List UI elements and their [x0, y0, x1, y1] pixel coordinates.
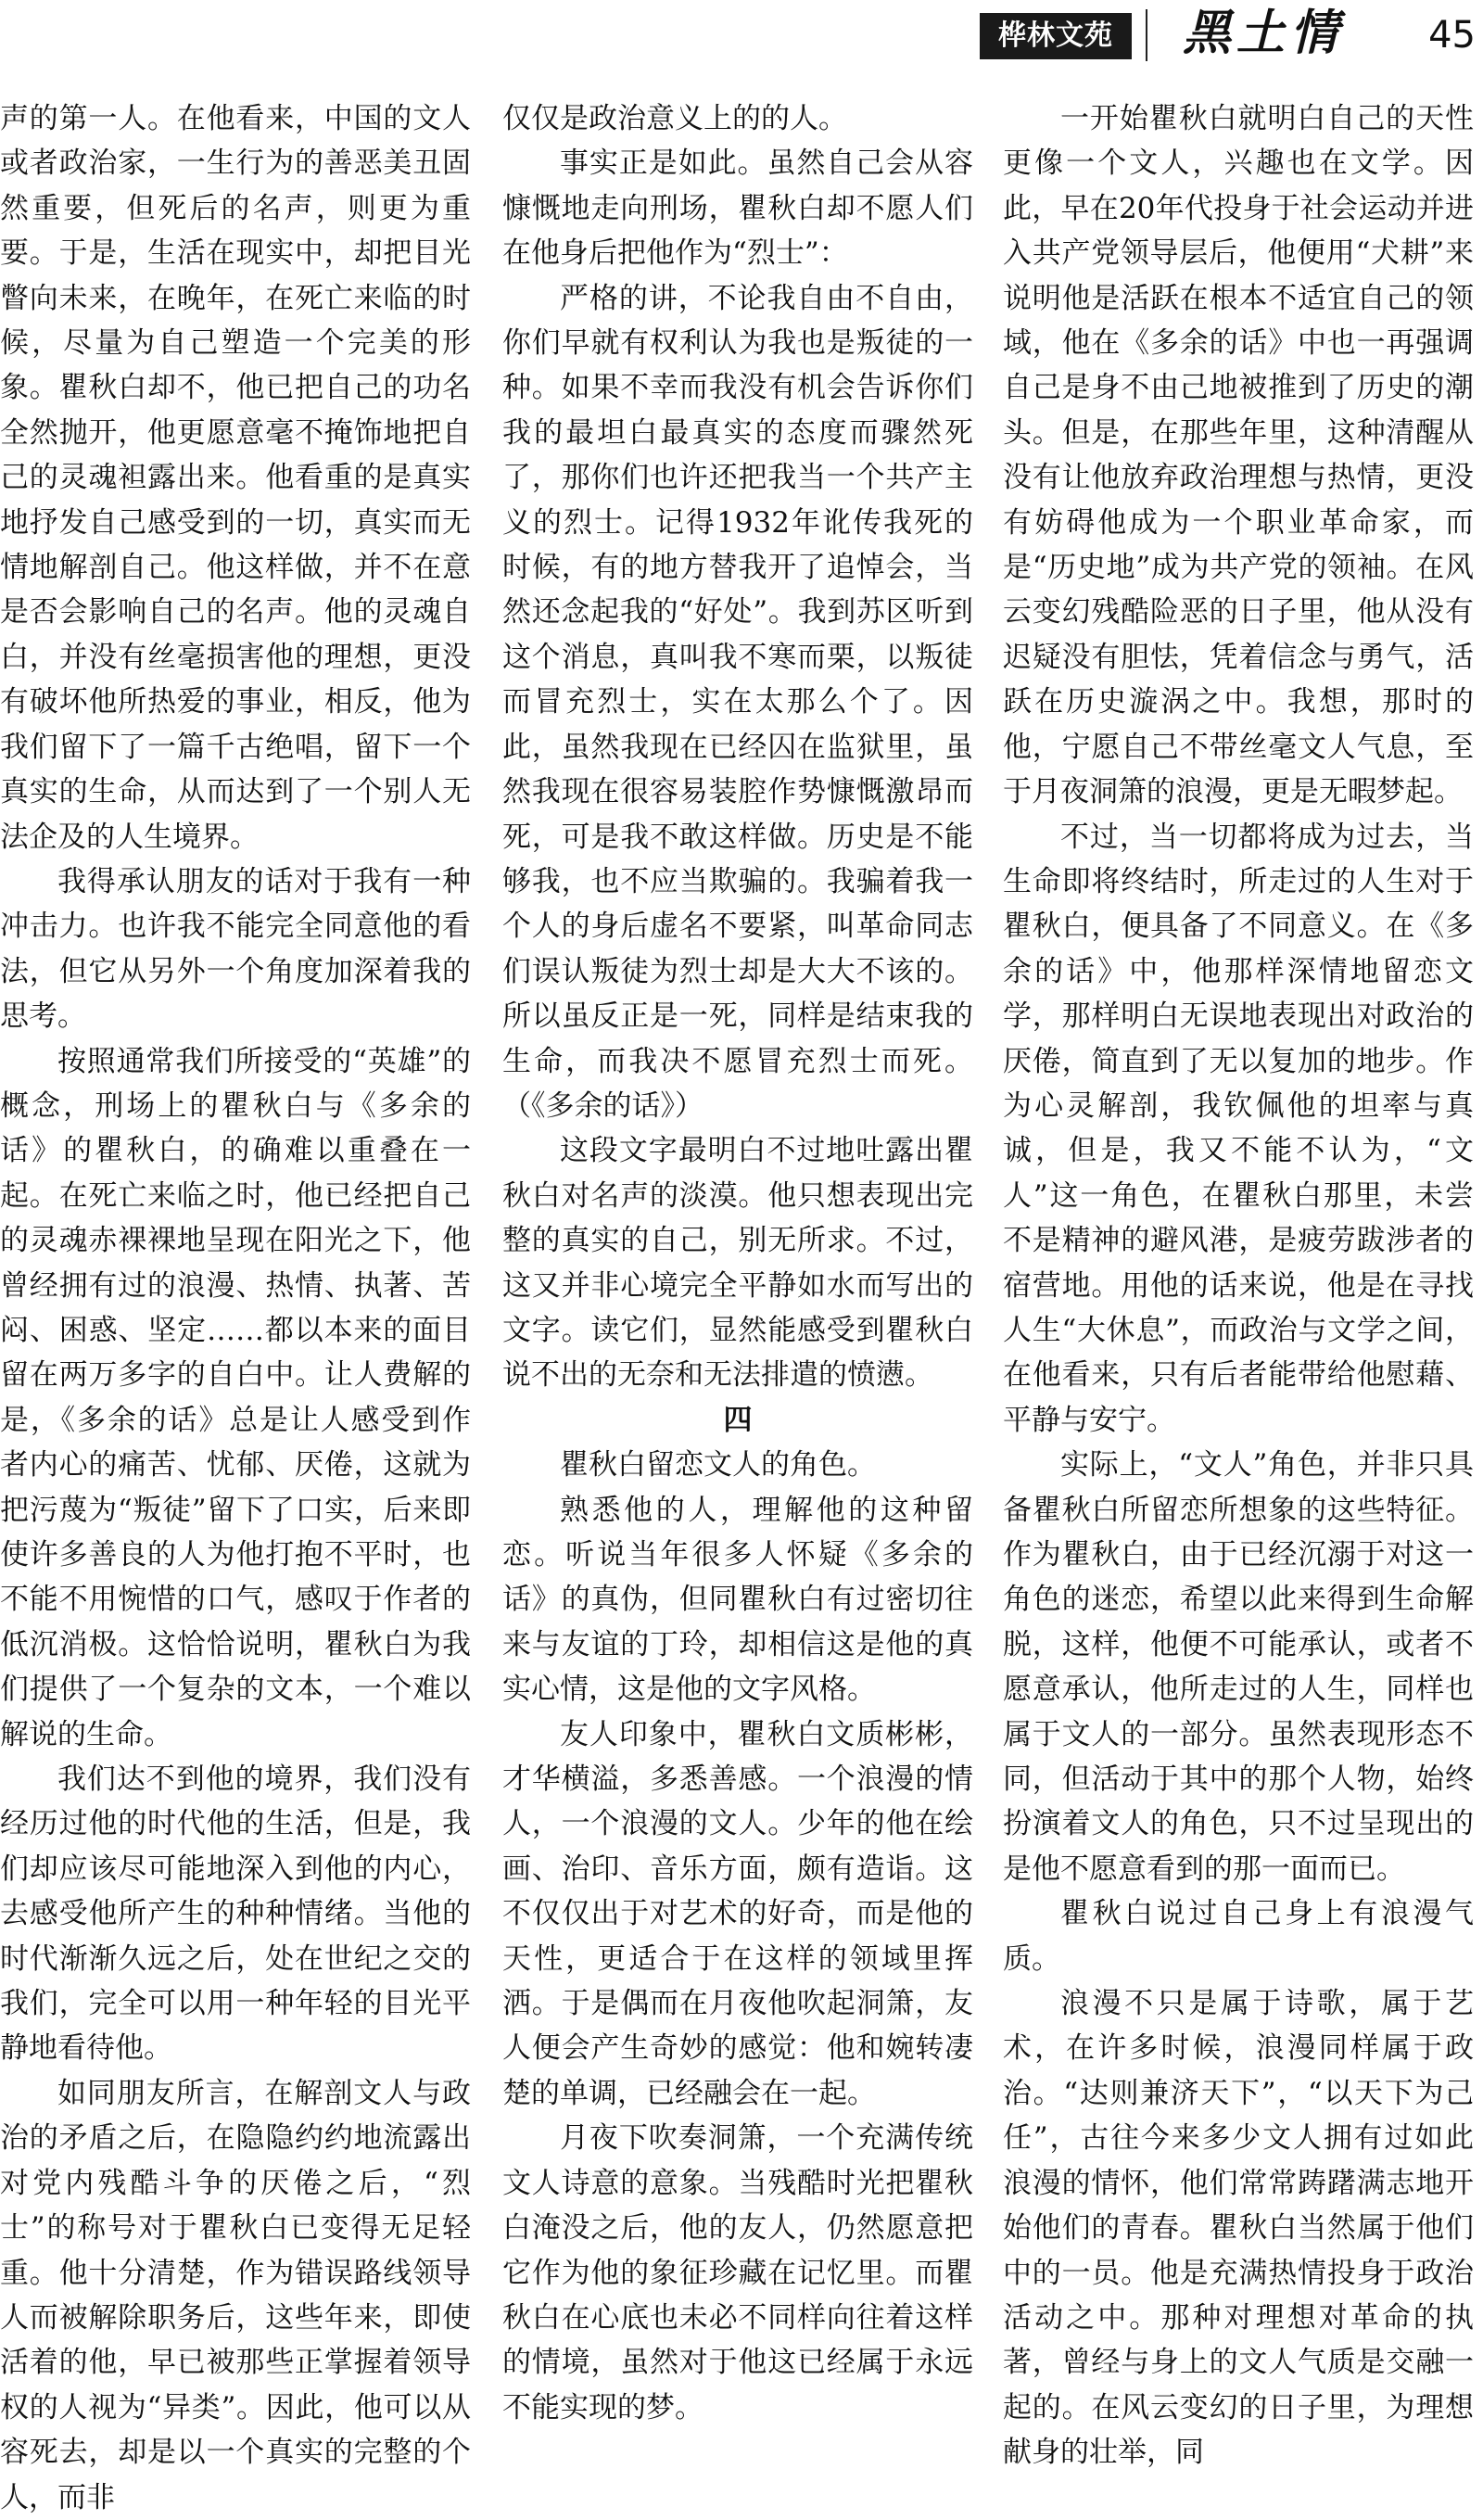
- paragraph: 我得承认朋友的话对于我有一种冲击力。也许我不能完全同意他的看法，但它从另外一个角度加深着我的思考。: [0, 864, 471, 1034]
- paragraph: 仅仅是政治意义上的的人。: [502, 102, 847, 135]
- paragraph: 这段文字最明白不过地吐露出瞿秋白对名声的淡漠。他只想表现出完整的真实的自己，别无所求。不过，这又并非心境完全平静如水而写出的文字。读它们，显然能感受到瞿秋白说不出的无奈和无法排遣的愤懑。: [502, 1134, 973, 1393]
- paragraph: 事实正是如此。虽然自己会从容慷慨地走向刑场，瞿秋白却不愿人们在他身后把他作为“烈士”：: [502, 146, 973, 271]
- text-column-1: [0, 96, 471, 2514]
- paragraph: 一开始瞿秋白就明白自己的天性更像一个文人，兴趣也在文学。因此，早在20年代投身于社会运动并进入共产党领导层后，他便用“犬耕”来说明他是活跃在根本不适宜自己的领域，他在《多余的话》中也一再强调自己是身不由己地被推到了历史的潮头。但是，在那些年里，这种清醒从没有让他放弃政治理想与热情，更没有妨碍他成为一个职业革命家，而是“历史地”成为共产党的领袖。在风云变幻残酷险恶的日子里，他从没有迟疑没有胆怯，凭着信念与勇气，活跃在历史漩涡之中。我想，那时的他，宁愿自己不带丝毫文人气息，至于月夜洞箫的浪漫，更是无暇梦起。: [1003, 102, 1474, 809]
- paragraph: 月夜下吹奏洞箫，一个充满传统文人诗意的意象。当残酷时光把瞿秋白淹没之后，他的友人，仍然愿意把它作为他的象征珍藏在记忆里。而瞿秋白在心底也未必不同样向往着这样的情境，虽然对于他这已经属于永远不能实现的梦。: [502, 2121, 973, 2425]
- block-quote: 严格的讲，不论我自由不自由，你们早就有权利认为我也是叛徒的一种。如果不幸而我没有机会告诉你们我的最坦白最真实的态度而骤然死了，那你们也许还把我当一个共产主义的烈士。记得1932年讹传我死的时候，有的地方替我开了追悼会，当然还念起我的“好处”。我到苏区听到这个消息，真叫我不寒而栗，以叛徒而冒充烈士，实在太那么个了。因此，虽然我现在已经囚在监狱里，虽然我现在很容易装腔作势慷慨激昂而死，可是我不敢这样做。历史是不能够我，也不应当欺骗的。我骗着我一个人的身后虚名不要紧，叫革命同志们误认叛徒为烈士却是大大不该的。所以虽反正是一死，同样是结束我的生命，而我决不愿冒充烈士而死。（《多余的话》）: [502, 281, 973, 1123]
- paragraph: 实际上，“文人”角色，并非只具备瞿秋白所留恋所想象的这些特征。作为瞿秋白，由于已经沉溺于对这一角色的迷恋，希望以此来得到生命解脱，这样，他便不可能承认，或者不愿意承认，他所走过的人生，同样也属于文人的一部分。虽然表现形态不同，但活动于其中的那个人物，始终扮演着文人的角色，只不过呈现出的是他不愿意看到的那一面而已。: [1003, 1448, 1474, 1886]
- text-column-2: [502, 96, 973, 2425]
- magazine-title: 黑土情: [1183, 5, 1345, 61]
- paragraph: 声的第一人。在他看来，中国的文人或者政治家，一生行为的善恶美丑固然重要，但死后的名声，则更为重要。于是，生活在现实中，却把目光瞥向未来，在晚年，在死亡来临的时候，尽量为自己塑造一个完美的形象。瞿秋白却不，他已把自己的功名全然抛开，他更愿意毫不掩饰地把自己的灵魂袒露出来。他看重的是真实地抒发自己感受到的一切，真实而无情地解剖自己。他这样做，并不在意是否会影响自己的名声。他的灵魂自白，并没有丝毫损害他的理想，更没有破坏他所热爱的事业，相反，他为我们留下了一篇千古绝唱，留下一个真实的生命，从而达到了一个别人无法企及的人生境界。: [0, 102, 471, 854]
- page-number: 45: [1428, 14, 1476, 57]
- page-header: [0, 0, 1483, 72]
- section-heading: 四: [723, 1403, 753, 1437]
- paragraph: 浪漫不只是属于诗歌，属于艺术，在许多时候，浪漫同样属于政治。“达则兼济天下”，“以天下为己任”，古往今来多少文人拥有过如此浪漫的情怀，他们常常踌躇满志地开始他们的青春。瞿秋白当然属于他们中的一员。他是充满热情投身于政治活动之中。那种对理想对革命的执著，曾经与身上的文人气质是交融一起的。在风云变幻的日子里，为理想献身的壮举，同: [1003, 1987, 1474, 2470]
- paragraph: 友人印象中，瞿秋白文质彬彬，才华横溢，多悉善感。一个浪漫的情人，一个浪漫的文人。少年的他在绘画、治印、音乐方面，颇有造诣。这不仅仅出于对艺术的好奇，而是他的天性，更适合于在这样的领域里挥洒。于是偶而在月夜他吹起洞箫，友人便会产生奇妙的感觉：他和婉转凄楚的单调，已经融会在一起。: [502, 1717, 973, 2110]
- paragraph: 熟悉他的人，理解他的这种留恋。听说当年很多人怀疑《多余的话》的真伪，但同瞿秋白有过密切往来与友谊的丁玲，却相信这是他的真实心情，这是他的文字风格。: [502, 1493, 973, 1707]
- paragraph: 按照通常我们所接受的“英雄”的概念，刑场上的瞿秋白与《多余的话》的瞿秋白，的确难以重叠在一起。在死亡来临之时，他已经把自己的灵魂赤裸裸地呈现在阳光之下，他曾经拥有过的浪漫、热情、执著、苦闷、困惑、坚定……都以本来的面目留在两万多字的自白中。让人费解的是，《多余的话》总是让人感受到作者内心的痛苦、忧郁、厌倦，这就为把污蔑为“叛徒”留下了口实，后来即使许多善良的人为他打抱不平时，也不能不用惋惜的口气，感叹于作者的低沉消极。这恰恰说明，瞿秋白为我们提供了一个复杂的文本，一个难以解说的生命。: [0, 1044, 471, 1751]
- paragraph: 瞿秋白说过自己身上有浪漫气质。: [1003, 1897, 1474, 1976]
- paragraph: 如同朋友所言，在解剖文人与政治的矛盾之后，在隐隐约约地流露出对党内残酷斗争的厌倦之后，“烈士”的称号对于瞿秋白已变得无足轻重。他十分清楚，作为错误路线领导人而被解除职务后，这些年来，即使活着的他，早已被那些正掌握着领导权的人视为“异类”。因此，他可以从容死去，却是以一个真实的完整的个人，而非: [0, 2076, 471, 2514]
- section-badge: 桦林文苑: [980, 13, 1132, 59]
- header-divider: [1146, 9, 1147, 61]
- text-column-3: [1003, 96, 1474, 2470]
- paragraph: 我们达不到他的境界，我们没有经历过他的时代他的生活，但是，我们却应该尽可能地深入到他的内心，去感受他所产生的种种情绪。当他的时代渐渐久远之后，处在世纪之交的我们，完全可以用一种年轻的目光平静地看待他。: [0, 1763, 471, 2066]
- paragraph: 不过，当一切都将成为过去，当生命即将终结时，所走过的人生对于瞿秋白，便具备了不同意义。在《多余的话》中，他那样深情地留恋文学，那样明白无误地表现出对政治的厌倦，简直到了无以复加的地步。作为心灵解剖，我钦佩他的坦率与真诚，但是，我又不能不认为，“文人”这一角色，在瞿秋白那里，未尝不是精神的避风港，是疲劳跋涉者的宿营地。用他的话来说，他是在寻找人生“大休息”，而政治与文学之间，在他看来，只有后者能带给他慰藉、平静与安宁。: [1003, 820, 1474, 1437]
- paragraph: 瞿秋白留恋文人的角色。: [560, 1448, 876, 1483]
